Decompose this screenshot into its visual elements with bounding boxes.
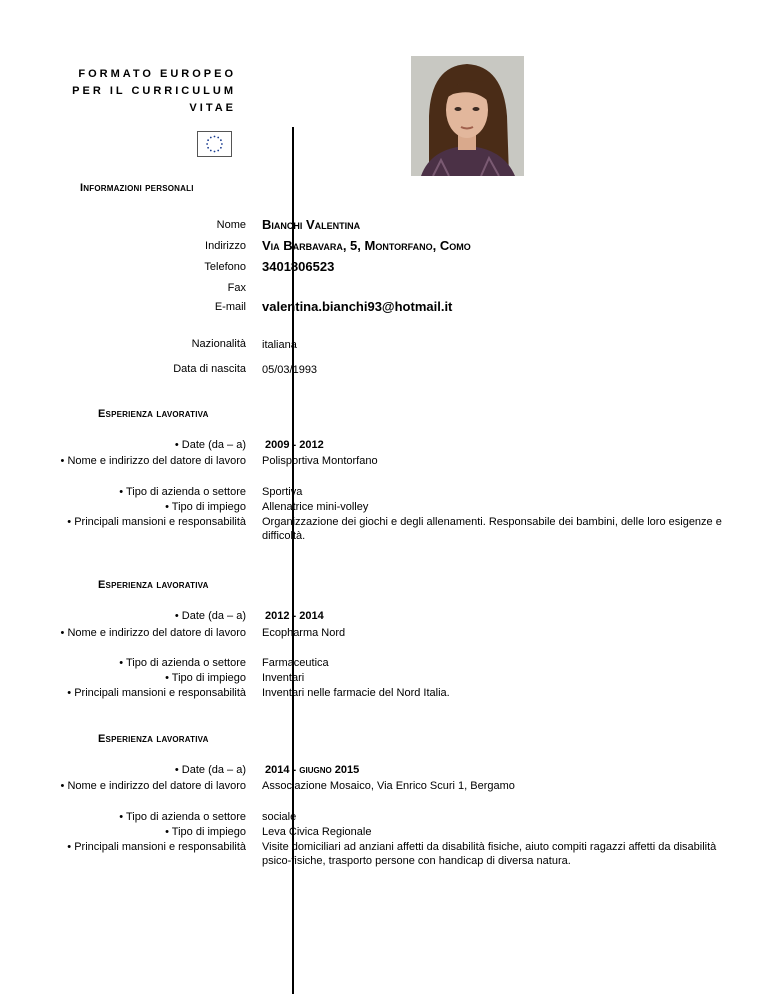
- exp1-dates: 2009 - 2012: [265, 439, 324, 451]
- label-fax: Fax: [227, 282, 246, 294]
- label-sector: • Tipo di azienda o settore: [119, 486, 246, 498]
- label-job-type: • Tipo di impiego: [165, 501, 246, 513]
- exp1-job-type: Allenatrice mini-volley: [262, 501, 369, 513]
- exp2-duties: Inventari nelle farmacie del Nord Italia.: [262, 687, 450, 699]
- title-line-1: FORMATO EUROPEO: [78, 68, 236, 80]
- label-dates: • Date (da – a): [174, 439, 246, 451]
- title-line-2: PER IL CURRICULUM: [72, 85, 236, 97]
- label-sector: • Tipo di azienda o settore: [119, 811, 246, 823]
- label-duties: • Principali mansioni e responsabilità: [67, 687, 246, 699]
- section-title-experience: Esperienza lavorativa: [98, 579, 209, 591]
- exp2-employer: Ecopharma Nord: [262, 627, 346, 639]
- title-line-3: VITAE: [189, 102, 236, 114]
- label-email: E-mail: [214, 301, 246, 313]
- label-sector: • Tipo di azienda o settore: [119, 657, 246, 669]
- value-name: Bianchi Valentina: [262, 217, 361, 232]
- value-nationality: italiana: [262, 339, 297, 351]
- label-nationality: Nazionalità: [191, 338, 246, 350]
- label-employer: • Nome e indirizzo del datore di lavoro: [60, 455, 246, 467]
- exp2-job-type: Inventari: [262, 672, 305, 684]
- exp2-sector: Farmaceutica: [262, 657, 329, 669]
- label-employer: • Nome e indirizzo del datore di lavoro: [60, 780, 246, 792]
- exp3-dates-start: 2014 -: [265, 764, 300, 776]
- label-address: Indirizzo: [205, 240, 246, 252]
- exp3-dates-end: giugno 2015: [299, 764, 360, 776]
- section-title-experience: Esperienza lavorativa: [98, 733, 209, 745]
- label-employer: • Nome e indirizzo del datore di lavoro: [60, 627, 246, 639]
- exp1-employer: Polisportiva Montorfano: [262, 455, 378, 467]
- cv-format-title: [40, 66, 236, 117]
- label-phone: Telefono: [204, 261, 246, 273]
- label-dates: • Date (da – a): [174, 764, 246, 776]
- section-title-experience: Esperienza lavorativa: [98, 408, 209, 420]
- exp3-employer: Associazione Mosaico, Via Enrico Scuri 1, Bergamo: [262, 780, 515, 792]
- label-duties: • Principali mansioni e responsabilità: [67, 516, 246, 528]
- value-phone: 3401806523: [262, 259, 335, 274]
- label-dates: • Date (da – a): [174, 610, 246, 622]
- eu-flag-icon: [197, 131, 232, 157]
- exp1-sector: Sportiva: [262, 486, 303, 498]
- label-job-type: • Tipo di impiego: [165, 672, 246, 684]
- exp3-dates: [265, 763, 735, 777]
- exp3-sector: sociale: [262, 811, 297, 823]
- exp1-duties: Organizzazione dei giochi e degli allenamenti. Responsabile dei bambini, delle loro esigenze e difficoltà.: [262, 516, 722, 542]
- label-duties: • Principali mansioni e responsabilità: [67, 841, 246, 853]
- label-job-type: • Tipo di impiego: [165, 826, 246, 838]
- profile-photo: [411, 56, 524, 176]
- section-title-personal: Informazioni personali: [80, 182, 194, 194]
- value-email: valentina.bianchi93@hotmail.it: [262, 299, 453, 314]
- exp3-job-type: Leva Civica Regionale: [262, 826, 372, 838]
- value-address: Via Barbavara, 5, Montorfano, Como: [262, 238, 471, 253]
- label-birth-date: Data di nascita: [173, 363, 246, 375]
- exp3-duties: Visite domiciliari ad anziani affetti da disabilità fisiche, aiuto compiti ragazzi affetti da disabilità psico-fisiche, trasporto persone con handicap di diversa natura.: [262, 841, 717, 867]
- label-name: Nome: [216, 219, 246, 231]
- value-birth-date: 05/03/1993: [262, 364, 318, 376]
- exp2-dates: 2012 - 2014: [265, 610, 324, 622]
